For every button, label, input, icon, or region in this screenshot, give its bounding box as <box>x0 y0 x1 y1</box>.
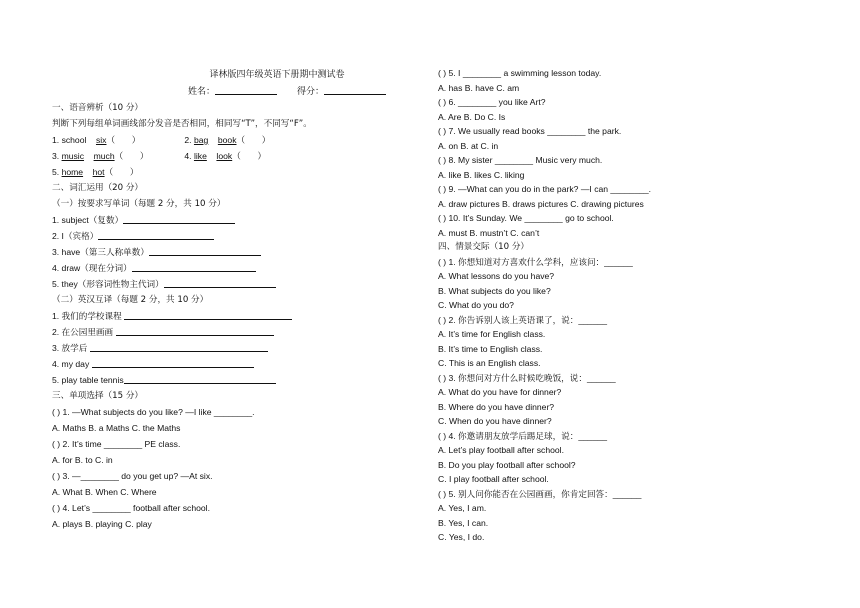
name-blank[interactable] <box>215 84 277 95</box>
situation-option: B. Do you play football after school? <box>438 459 576 470</box>
word: like <box>193 151 207 161</box>
situation-option: C. I play football after school. <box>438 474 549 484</box>
vocab-item <box>52 244 412 260</box>
situation-option: B. Where do you have dinner? <box>438 401 555 412</box>
phonics-row-2: 3. music much（ ） 4. like look（ ） <box>52 151 267 161</box>
word: music <box>61 151 85 161</box>
mc-question: ( ) 5. I ________ a swimming lesson today. <box>438 68 602 78</box>
mc-question: ( ) 2. It’s time ________ PE class. <box>52 439 181 449</box>
situation-question: ( ) 3. 你想问对方什么时候吃晚饭，说：______ <box>438 372 616 383</box>
situation-option: A. Yes, I am. <box>438 503 487 513</box>
situation-option: C. Yes, I do. <box>438 532 485 542</box>
vocab-prompt: 1. subject（复数） <box>52 215 124 225</box>
answer-blank[interactable] <box>149 245 261 256</box>
left-column <box>52 66 412 532</box>
name-label: 姓名： <box>187 87 215 97</box>
situation-option: B. What subjects do you like? <box>438 285 551 296</box>
situation-question: ( ) 2. 你告诉别人该上英语课了，说：______ <box>438 314 608 325</box>
translate-item <box>52 308 412 324</box>
mc-options: A. has B. have C. am <box>438 82 520 93</box>
section1-title: 一、语音辨析（10 分） <box>52 103 144 113</box>
section1-instructions: 判断下列每组单词画线部分发音是否相同，相同写“T”，不同写“F”。 <box>52 119 312 129</box>
mc-question: ( ) 3. —________ do you get up? —At six. <box>52 471 213 481</box>
mc-options: A. Maths B. a Maths C. the Maths <box>52 423 181 433</box>
vocab-prompt: 2. I（宾格） <box>52 231 99 241</box>
word: bag <box>193 135 209 145</box>
translate-item <box>52 372 412 388</box>
right-column <box>438 66 818 545</box>
answer-blank[interactable] <box>98 229 214 240</box>
mc-question: ( ) 7. We usually read books ________ the park. <box>438 126 622 136</box>
situation-option: A. What lessons do you have? <box>438 271 555 281</box>
translate-prompt: 5. play table tennis <box>52 375 124 385</box>
phonics-row-1: 1. school six（ ） 2. bag book（ ） <box>52 135 271 145</box>
word: home <box>61 167 84 177</box>
mc-options: A. on B. at C. in <box>438 140 499 151</box>
vocab-item <box>52 260 412 276</box>
answer-blank[interactable] <box>123 213 235 224</box>
situation-question: ( ) 5. 别人问你能否在公园画画，你肯定回答：______ <box>438 488 642 499</box>
mc-question: ( ) 1. —What subjects do you like? —I like ________. <box>52 407 255 417</box>
mc-options: A. Are B. Do C. Is <box>438 111 506 122</box>
mc-question: ( ) 4. Let’s ________ football after school. <box>52 503 210 513</box>
translate-prompt: 4. my day <box>52 359 90 369</box>
item-number: 5. <box>52 167 62 177</box>
item-number: 1. <box>52 135 62 145</box>
vocab-item <box>52 228 412 244</box>
score-blank[interactable] <box>324 84 386 95</box>
word: look <box>216 151 233 161</box>
translate-item <box>52 356 412 372</box>
mc-question: ( ) 8. My sister ________ Music very much. <box>438 155 603 165</box>
phonics-row-3: 5. home hot（ ） <box>52 167 139 177</box>
answer-blank[interactable] <box>92 357 254 368</box>
item-number: 3. <box>52 151 62 161</box>
answer-blank[interactable] <box>132 261 256 272</box>
situation-option: A. What do you have for dinner? <box>438 387 562 397</box>
vocab-prompt: 5. they（形容词性物主代词） <box>52 279 164 289</box>
vocab-item <box>52 212 412 228</box>
score-label: 得分： <box>297 87 325 97</box>
mc-options: A. plays B. playing C. play <box>52 519 152 529</box>
word: hot <box>92 167 105 177</box>
translate-prompt: 1. 我们的学校课程 <box>52 311 122 321</box>
answer-blank[interactable] <box>124 373 276 384</box>
mc-options: A. What B. When C. Where <box>52 487 157 497</box>
exam-title: 译林版四年级英语下册期中测试卷 <box>209 70 345 80</box>
mc-question: ( ) 9. —What can you do in the park? —I can ________. <box>438 184 652 194</box>
item-number: 2. <box>184 135 194 145</box>
translate-prompt: 3. 放学后 <box>52 343 88 353</box>
situation-option: B. It’s time to English class. <box>438 343 543 354</box>
vocab-prompt: 4. draw（现在分词） <box>52 263 132 273</box>
word: much <box>93 151 115 161</box>
word: school <box>61 135 87 145</box>
section2-title: 二、词汇运用（20 分） <box>52 183 144 193</box>
situation-option: C. When do you have dinner? <box>438 416 552 426</box>
situation-question: ( ) 4. 你邀请朋友放学后踢足球，说：______ <box>438 430 608 441</box>
situation-option: A. Let’s play football after school. <box>438 445 564 455</box>
situation-option: C. What do you do? <box>438 300 514 310</box>
word: six <box>95 135 107 145</box>
section2a-title: （一）按要求写单词（每题 2 分，共 10 分） <box>52 199 226 209</box>
vocab-prompt: 3. have（第三人称单数） <box>52 247 149 257</box>
situation-option: B. Yes, I can. <box>438 517 489 528</box>
section4-title: 四、情景交际（10 分） <box>438 242 530 252</box>
translate-prompt: 2. 在公园里画画 <box>52 327 114 337</box>
situation-option: C. This is an English class. <box>438 358 541 368</box>
mc-question: ( ) 6. ________ you like Art? <box>438 97 546 107</box>
answer-blank[interactable] <box>116 325 274 336</box>
word: book <box>217 135 237 145</box>
section2b-title: （二）英汉互译（每题 2 分，共 10 分） <box>52 295 209 305</box>
name-score-row <box>52 84 412 100</box>
answer-blank[interactable] <box>164 277 276 288</box>
translate-item <box>52 340 412 356</box>
mc-options: A. like B. likes C. liking <box>438 169 525 180</box>
answer-blank[interactable] <box>90 341 268 352</box>
mc-question: ( ) 10. It’s Sunday. We ________ go to school. <box>438 213 614 223</box>
mc-options: A. draw pictures B. draws pictures C. drawing pictures <box>438 198 644 209</box>
mc-options: A. must B. mustn’t C. can’t <box>438 227 540 238</box>
answer-blank[interactable] <box>124 309 292 320</box>
translate-item <box>52 324 412 340</box>
situation-option: A. It’s time for English class. <box>438 329 546 339</box>
section3-title: 三、单项选择（15 分） <box>52 391 144 401</box>
item-number: 4. <box>184 151 194 161</box>
mc-options: A. for B. to C. in <box>52 455 113 465</box>
situation-question: ( ) 1. 你想知道对方喜欢什么学科，应该问：______ <box>438 256 633 267</box>
vocab-item <box>52 276 412 292</box>
